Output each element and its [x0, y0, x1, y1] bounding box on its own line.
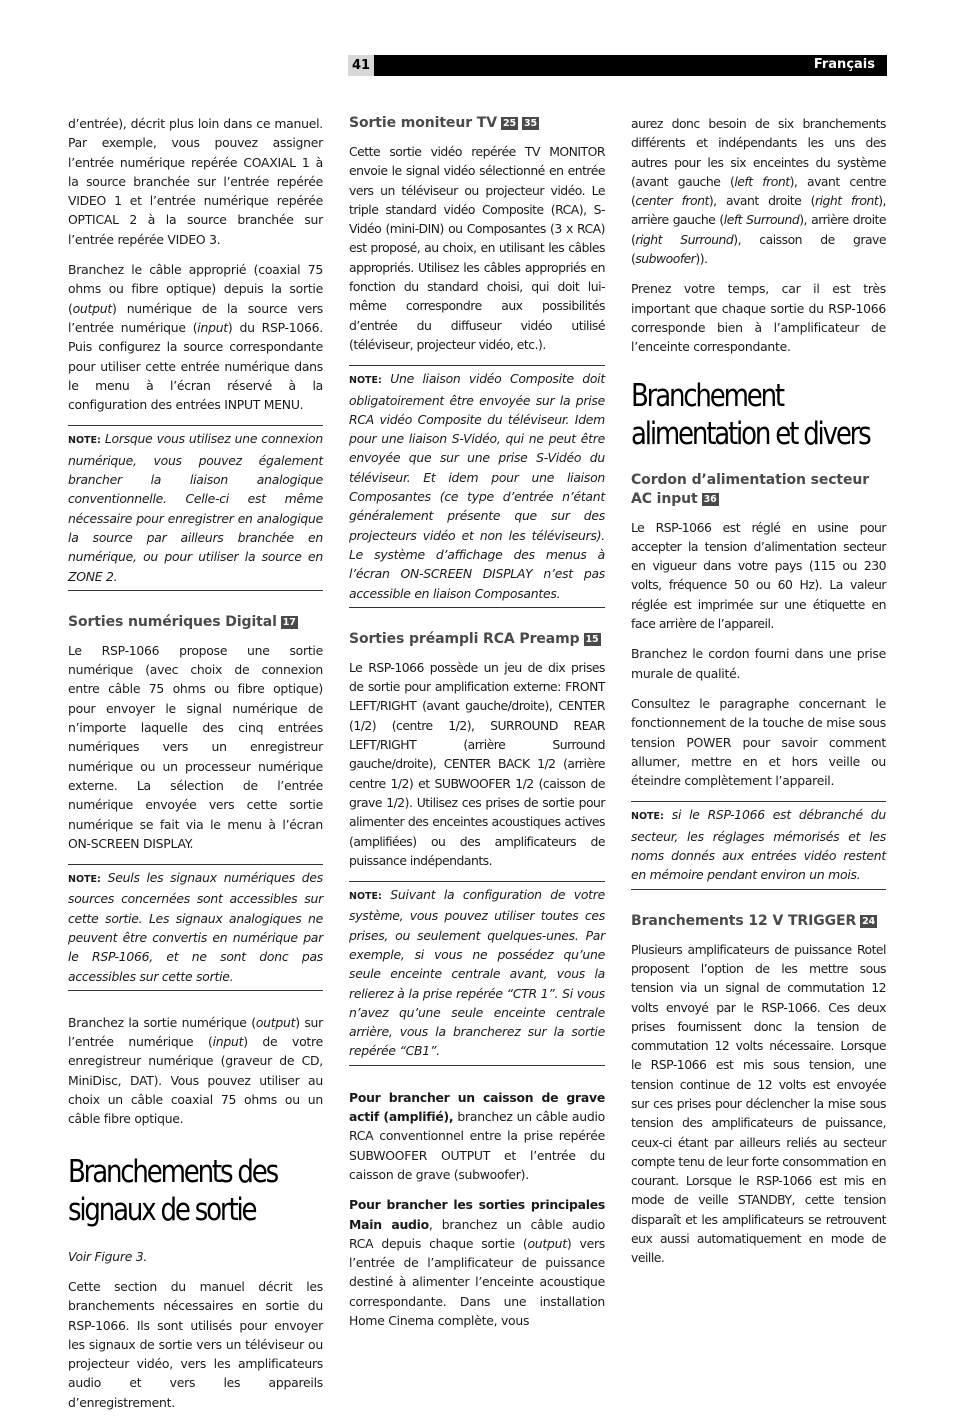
note-label: NOTE:	[68, 874, 101, 886]
column-2	[349, 114, 605, 1341]
paragraph: Plusieurs amplificateurs de puissance Rotel proposent l’option de les mettre sous tension via un signal de commutation 12 volts envoyé par le RSP-1066. Ces deux prises fournissent donc la tension de commutation 12 volts nécessaire. Lorsque le RSP-1066 est mis sous tension, une tension continue de 12 volts est envoyée sur ces prises pour déclencher la mise sous tension des amplificateurs de puissance, ceux-ci étant par ailleurs reliés au secteur compte tenu de leur forte consommation en courant. Lorsque le RSP-1066 est mis en mode de veille STANDBY, cette tension disparaît et les amplificateurs se retrouvent eux aussi automatiquement en mode de veille.	[631, 941, 886, 1266]
figure-ref-badge: 35	[524, 118, 538, 129]
figure-ref-badge: 36	[703, 493, 717, 505]
section-heading-tv: Sortie moniteur TV 25 35	[349, 115, 538, 131]
paragraph: Le RSP-1066 est réglé en usine pour accepter la tension d’alimentation secteur en vigueur dans votre pays (115 ou 230 volts, fréquence 50 ou 60 Hz). La valeur réglée est imprimée sur une étiquette en face arrière de l’appareil.	[631, 519, 886, 632]
note-box: NOTE: si le RSP-1066 est débranché du secteur, les réglages mémorisés et les noms donnés aux entrées vidéo restent en mémoire pendant environ un mois.	[631, 801, 886, 889]
paragraph: aurez donc besoin de six branchements différents et indépendants les uns des autres pour les six enceintes du système (avant gauche (left front), avant centre (center front), avant droite (right front), arrière gauche (left Surround), arrière droite (right Surround), caisson de grave (subwoofer)).	[631, 116, 886, 267]
section-heading-preamp: Sorties préampli RCA Preamp 15	[349, 630, 599, 647]
section-heading-ac-input: Cordon d’alimentation secteur AC input 36	[631, 471, 870, 507]
section-heading-trigger: Branchements 12 V TRIGGER 24	[631, 912, 876, 929]
paragraph: Pour brancher les sorties principales Main audio, branchez un câble audio RCA depuis chaque sortie (output) vers l’entrée de l’amplificateur de puissance destiné à alimenter l’enceinte acoustique correspondante. Dans une installation Home Cinema complète, vous	[349, 1197, 605, 1329]
note-label: NOTE:	[68, 435, 101, 447]
section-heading-digital: Sorties numériques Digital 17	[68, 613, 296, 630]
note-box: NOTE: Une liaison vidéo Composite doit obligatoirement être envoyée sur la prise RCA vidéo Composite du téléviseur. Idem pour une liaison S-Vidéo, qui ne peut être envoyée que sur une prise S-Vidéo du téléviseur. Et idem pour une liaison Composantes (ce type d’entrée n’étant généralement présente que sur des projecteurs vidéo et non les téléviseurs). Le système d’affichage des menus à l’écran ON-SCREEN DISPLAY n’est pas accessible en liaison Composantes.	[349, 365, 605, 608]
paragraph: Le RSP-1066 propose une sortie numérique (avec choix de connexion entre câble 75 ohms ou fibre optique) pour envoyer le signal numérique de n’importe laquelle des cinq entrées numériques vers un enregistreur numérique ou un processeur numérique externe. La sélection de l’entrée numérique envoyée vers cette sortie numérique se fait via le menu à l’écran ON-SCREEN DISPLAY.	[68, 642, 323, 851]
column-1	[68, 114, 323, 1423]
paragraph: Pour brancher un caisson de grave actif (amplifié), branchez un câble audio RCA conventionnel entre la prise repérée SUBWOOFER OUTPUT et l’entrée du caisson de grave (subwoofer).	[349, 1089, 605, 1182]
note-label: NOTE:	[631, 811, 664, 823]
page-number: 41	[348, 55, 374, 76]
paragraph: Cette sortie vidéo repérée TV MONITOR envoie le signal vidéo sélectionné en entrée vers un téléviseur ou projecteur vidéo. Le triple standard vidéo Composite (RCA), S-Vidéo (mini-DIN) ou Composantes (3 x RCA) est proposé, au choix, en utilisant les câbles appropriés. Utilisez les câbles appropriés en fonction du standard choisi, qui doit lui-même correspondre aux possibilités d’entrée du diffuseur vidéo utilisé (téléviseur, projecteur vidéo, etc.).	[349, 144, 605, 352]
paragraph: d’entrée), décrit plus loin dans ce manuel. Par exemple, vous pouvez assigner l’entrée numérique repérée COAXIAL 1 à la source branchée sur l’entrée repérée VIDEO 1 et l’entrée numérique repérée OPTICAL 2 à la source branchée sur l’entrée repérée VIDEO 3.	[68, 116, 323, 247]
figure-ref-badge: 17	[282, 616, 296, 628]
note-box: NOTE: Suivant la configuration de votre système, vous pouvez utiliser toutes ces prises, ou seulement quelques-unes. Par exemple, si vous ne possédez qu’une seule enceinte centrale avant, vous la relierez à la prise repérée “CTR 1”. Si vous n’avez qu’une seule enceinte centrale arrière, vous la brancherez sur la sortie repérée “CB1”.	[349, 881, 605, 1066]
paragraph: Prenez votre temps, car il est très important que chaque sortie du RSP-1066 corresponde bien à l’amplificateur de l’enceinte correspondante.	[631, 281, 886, 355]
note-box: NOTE: Lorsque vous utilisez une connexion numérique, vous pouvez également brancher la liaison analogique conventionnelle. Celle-ci est même nécessaire pour enregistrer en analogique la source par ailleurs branchée en numérique, ou pour utiliser la source en ZONE 2.	[68, 425, 323, 590]
language-label: Français	[813, 57, 875, 72]
note-label: NOTE:	[349, 891, 382, 903]
note-label: NOTE:	[349, 375, 382, 387]
page-header-bar	[348, 55, 887, 76]
paragraph: Branchez le cordon fourni dans une prise murale de qualité.	[631, 646, 886, 681]
paragraph: Branchez le câble approprié (coaxial 75 ohms ou fibre optique) depuis la sortie (output) numérique de la source vers l’entrée numérique (input) du RSP-1066. Puis configurez la source correspondante pour utiliser cette entrée numérique dans le menu à l’écran réservé à la configuration des entrées INPUT MENU.	[68, 262, 323, 413]
paragraph: Le RSP-1066 possède un jeu de dix prises de sortie pour amplification externe: FRONT LEFT/RIGHT (avant gauche/droite), CENTER (1/2) (centre 1/2), SURROUND REAR LEFT/RIGHT (arrière Surround gauche/droite), CENTER BACK 1/2 (arrière centre 1/2) et SUBWOOFER 1/2 (caisson de grave 1/2). Utilisez ces prises de sortie pour alimenter des enceintes acoustiques actives (amplifiées) ou des amplificateurs de puissance indépendants.	[349, 659, 605, 868]
figure-ref-badge: 24	[862, 915, 876, 927]
paragraph: Voir Figure 3.	[68, 1248, 148, 1264]
paragraph: Branchez la sortie numérique (output) sur l’entrée numérique (input) de votre enregistreur numérique (graveur de CD, MiniDisc, DAT). Vous pouvez utiliser au choix un câble coaxial 75 ohms ou un câble fibre optique.	[68, 1014, 323, 1127]
chapter-heading-power: Branchement alimentation et divers	[631, 377, 870, 452]
figure-ref-badge: 25	[502, 118, 516, 129]
paragraph: Cette section du manuel décrit les branchements nécessaires en sortie du RSP-1066. Ils sont utilisés pour envoyer les signaux de sortie vers un téléviseur ou projecteur vidéo, vers les amplificateurs audio et vers les appareils d’enregistrement.	[68, 1278, 323, 1410]
chapter-heading-output: Branchements des signaux de sortie	[68, 1153, 278, 1228]
figure-ref-badge: 15	[585, 633, 599, 645]
paragraph: Consultez le paragraphe concernant le fonctionnement de la touche de mise sous tension POWER pour savoir comment allumer, mettre en et hors veille ou éteindre complètement l’appareil.	[631, 695, 886, 789]
column-3	[631, 114, 886, 1279]
note-box: NOTE: Seuls les signaux numériques des sources concernées sont accessibles sur cette sortie. Les signaux analogiques ne peuvent être convertis en numérique par le RSP-1066, et ne sont donc pas accessibles sur cette sortie.	[68, 864, 323, 991]
